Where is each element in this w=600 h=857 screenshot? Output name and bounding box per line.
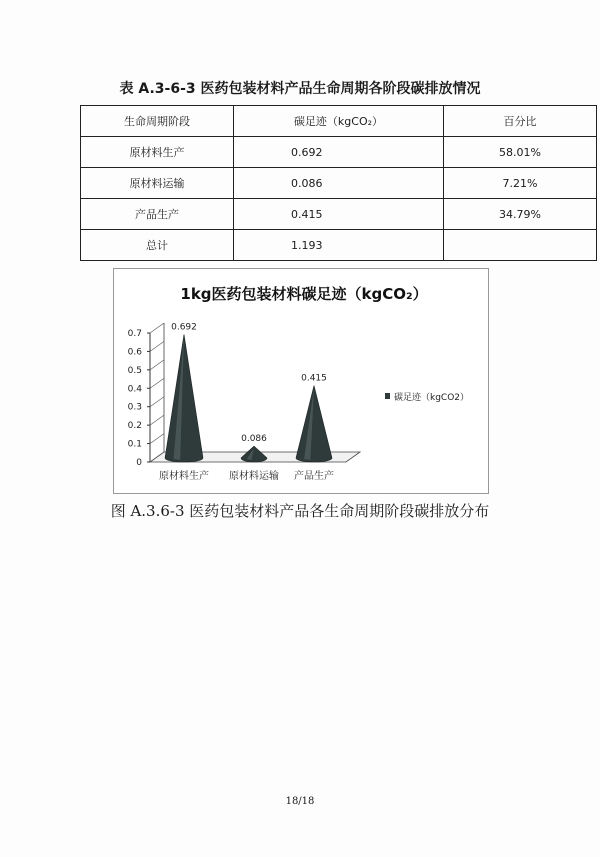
y-tick-depth: [150, 323, 164, 333]
category-label: 原材料运输: [229, 471, 279, 482]
cone-bar: [296, 386, 332, 462]
table-row: [81, 137, 597, 168]
table-cell: 0.692: [234, 137, 444, 168]
y-tick-label: 0.1: [127, 439, 142, 450]
carbon-footprint-chart: [113, 268, 489, 494]
column-header-percent: 百分比: [444, 106, 597, 137]
y-tick-depth: [150, 415, 164, 425]
column-header-footprint: 碳足迹（kgCO₂）: [234, 106, 444, 137]
page-number: 18/18: [285, 796, 315, 807]
cone-body: [241, 446, 267, 462]
category-label: 原材料生产: [159, 471, 209, 482]
table-row: [81, 168, 597, 199]
table-cell: 0.086: [234, 168, 444, 199]
y-tick-depth: [150, 397, 164, 407]
y-tick-label: 0: [136, 458, 142, 468]
category-label: 产品生产: [294, 471, 334, 482]
column-header-stage: 生命周期阶段: [81, 106, 234, 137]
table-cell: 总计: [81, 230, 234, 261]
carbon-footprint-table: [80, 105, 597, 261]
y-tick-depth: [150, 378, 164, 388]
y-tick-label: 0.6: [127, 347, 142, 358]
data-label: 0.415: [301, 373, 327, 384]
data-label: 0.692: [171, 322, 197, 333]
cone-bar: [165, 334, 203, 462]
table-cell: 原材料生产: [81, 137, 234, 168]
legend-label: 碳足迹（kgCO2）: [394, 393, 470, 403]
y-tick-depth: [150, 341, 164, 351]
y-tick-depth: [150, 434, 164, 444]
y-tick-label: 0.4: [127, 384, 142, 395]
chart-axis: [128, 323, 164, 468]
table-cell: 产品生产: [81, 199, 234, 230]
table-cell: 原材料运输: [81, 168, 234, 199]
y-tick-depth: [150, 360, 164, 370]
table-cell: 1.193: [234, 230, 444, 261]
table-cell: 58.01%: [444, 137, 597, 168]
table-cell: [444, 230, 597, 261]
chart-legend: [385, 391, 469, 403]
chart-title: 1kg医药包装材料碳足迹（kgCO₂）: [180, 285, 428, 303]
chart-marks: [159, 322, 334, 482]
table-cell: 34.79%: [444, 199, 597, 230]
data-label: 0.086: [241, 434, 267, 445]
table-cell: 7.21%: [444, 168, 597, 199]
cone-bar: [241, 446, 267, 462]
figure-caption: 图 A.3.6-3 医药包装材料产品各生命周期阶段碳排放分布: [110, 502, 490, 520]
legend-swatch: [385, 393, 390, 399]
cone-body: [165, 334, 203, 462]
table-row: [81, 199, 597, 230]
table-header-row: [81, 106, 597, 137]
y-tick-label: 0.2: [127, 421, 142, 432]
y-tick-label: 0.7: [127, 329, 142, 339]
chart-canvas: [114, 269, 488, 493]
table-caption: 表 A.3-6-3 医药包装材料产品生命周期各阶段碳排放情况: [119, 81, 481, 97]
table-row: [81, 230, 597, 261]
y-tick-label: 0.3: [127, 402, 142, 413]
y-tick-label: 0.5: [127, 365, 142, 376]
table-cell: 0.415: [234, 199, 444, 230]
cone-body: [296, 386, 332, 462]
